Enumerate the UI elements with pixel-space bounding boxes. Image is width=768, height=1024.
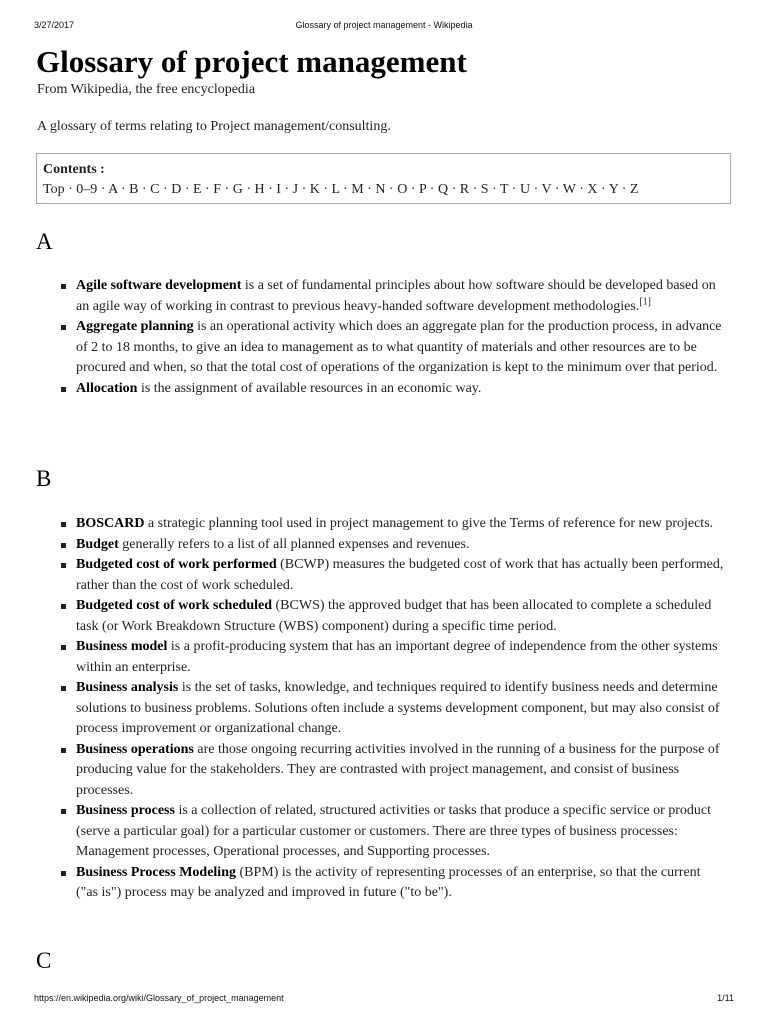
toc-link[interactable]: X [587, 182, 598, 197]
toc-link[interactable]: T [499, 182, 509, 197]
citation-ref[interactable]: [1] [639, 295, 652, 307]
toc-separator: · [426, 182, 438, 197]
print-url: https://en.wikipedia.org/wiki/Glossary_of_project_management [34, 993, 284, 1003]
site-tagline: From Wikipedia, the free encyclopedia [37, 82, 256, 97]
intro-text: A glossary of terms relating to Project management/consulting. [37, 119, 391, 134]
glossary-term[interactable]: Allocation [76, 380, 138, 396]
glossary-entry [76, 863, 724, 904]
glossary-entry [76, 596, 724, 637]
glossary-term[interactable]: BOSCARD [76, 516, 145, 531]
print-footer [34, 993, 734, 1007]
toc-link[interactable]: U [519, 182, 531, 197]
toc-link[interactable]: K [309, 182, 320, 197]
glossary-entry [76, 801, 724, 863]
toc-link[interactable]: V [541, 182, 552, 197]
glossary-definition: (BCWS) the approved budget that has been allocated to complete a scheduled task (or Work Breakdown Structure (WBS) component) during a specific time period. [76, 598, 712, 634]
glossary-definition: a strategic planning tool used in project management to give the Terms of reference for new projects. [144, 516, 714, 531]
glossary-definition: is an operational activity which does an aggregate plan for the production process, in advance of 2 to 18 months, to give an idea to management as to what quantity of materials and other resources are to be procured and when, so that the total cost of operations of the organization is kept to the minimum over that period. [76, 319, 722, 375]
toc-link[interactable]: Q [437, 182, 449, 197]
glossary-term[interactable]: Business Process Modeling [76, 864, 236, 880]
toc-link[interactable]: I [276, 182, 281, 197]
toc-separator: · [488, 182, 500, 197]
toc-separator: · [339, 182, 352, 197]
toc-separator: · [64, 182, 77, 197]
glossary-term[interactable]: Budgeted cost of work scheduled [76, 598, 273, 613]
toc-link[interactable]: J [292, 182, 299, 197]
glossary-term[interactable]: Budgeted cost of work performed [76, 557, 277, 572]
toc-link[interactable]: S [480, 182, 489, 197]
glossary-definition: is a collection of related, structured activities or tasks that produce a specific service or product (serve a particular goal) for a particular customer or customers. There are three types of business processes: Management processes, Operational processes, and Supporting processes. [76, 803, 712, 859]
glossary-term[interactable]: Business process [76, 803, 175, 818]
toc-link[interactable]: H [254, 182, 265, 197]
section-heading-a: A [36, 229, 53, 254]
glossary-entry [76, 317, 724, 379]
toc-separator: · [508, 182, 520, 197]
toc-link[interactable]: C [150, 182, 160, 197]
glossary-entry [76, 740, 724, 802]
glossary-list-a [76, 276, 724, 399]
toc-link[interactable]: D [171, 182, 182, 197]
toc-separator: · [363, 182, 376, 197]
glossary-definition: (BPM) is the activity of representing processes of an enterprise, so that the current ("as is") process may be analyzed and improved in future ("to be"). [76, 864, 701, 900]
toc-link[interactable]: L [331, 182, 340, 197]
toc-separator: · [97, 182, 109, 197]
toc-separator: · [530, 182, 542, 197]
print-header [34, 20, 734, 34]
toc-link[interactable]: 0–9 [76, 182, 98, 197]
glossary-term[interactable]: Agile software development [76, 278, 242, 293]
toc-links [43, 180, 730, 200]
toc-separator: · [298, 182, 310, 197]
toc-link[interactable]: G [232, 182, 243, 197]
toc-link[interactable]: Top [43, 182, 65, 197]
toc-separator: · [319, 182, 332, 197]
toc-link[interactable]: R [459, 182, 470, 197]
glossary-definition: (BCWP) measures the budgeted cost of work that has actually been performed, rather than the cost of work scheduled. [76, 557, 724, 593]
toc-link[interactable]: W [562, 182, 576, 197]
toc-separator: · [597, 182, 609, 197]
toc-separator: · [575, 182, 588, 197]
glossary-entry [76, 379, 724, 400]
toc-link[interactable]: F [213, 182, 222, 197]
section-heading-b: B [36, 466, 52, 491]
toc-separator: · [181, 182, 193, 197]
glossary-entry [76, 535, 724, 556]
toc-separator: · [469, 182, 481, 197]
glossary-definition: generally refers to a list of all planned expenses and revenues. [118, 536, 470, 552]
glossary-term[interactable]: Business analysis [76, 680, 179, 695]
toc-separator: · [201, 182, 214, 197]
toc-separator: · [618, 182, 630, 197]
glossary-term[interactable]: Business model [76, 639, 168, 654]
toc-link[interactable]: Z [629, 182, 639, 197]
glossary-definition: is the assignment of available resources in an economic way. [137, 380, 482, 396]
print-page-number: 1/11 [717, 993, 734, 1003]
glossary-definition: is the set of tasks, knowledge, and techniques required to identify business needs and determine solutions to business problems. Solutions often include a systems development component, but may also consist of process improvement or organizational change. [76, 680, 720, 736]
toc-title: Contents : [43, 162, 105, 177]
toc-link[interactable]: E [192, 182, 202, 197]
glossary-entry [76, 555, 724, 596]
glossary-entry [76, 276, 724, 317]
section-heading-c: C [36, 948, 52, 973]
toc-link[interactable]: N [375, 182, 386, 197]
glossary-definition: are those ongoing recurring activities involved in the running of a business for the purpose of producing value for the stakeholders. They are contrasted with project management, and consist of business processes. [76, 741, 720, 798]
toc-separator: · [159, 182, 172, 197]
toc-separator: · [280, 182, 293, 197]
print-page-title: Glossary of project management - Wikipedia [295, 20, 473, 30]
toc-link[interactable]: M [351, 182, 364, 197]
toc-separator: · [221, 182, 233, 197]
print-date: 3/27/2017 [34, 20, 75, 30]
glossary-entry [76, 514, 724, 535]
toc-separator: · [407, 182, 419, 197]
toc-link[interactable]: Y [608, 182, 619, 197]
glossary-term[interactable]: Aggregate planning [76, 319, 194, 334]
page-title: Glossary of project management [36, 44, 467, 79]
toc-separator: · [138, 182, 151, 197]
toc-separator: · [242, 182, 255, 197]
glossary-term[interactable]: Business operations [76, 741, 194, 757]
toc-separator: · [551, 182, 563, 197]
toc-separator: · [448, 182, 460, 197]
toc-link[interactable]: P [418, 182, 427, 197]
table-of-contents [36, 153, 731, 204]
glossary-definition: is a profit-producing system that has an important degree of independence from the other systems within an enterprise. [76, 639, 718, 675]
glossary-definition: is a set of fundamental principles about how software should be developed based on an agile way of working in contrast to previous heavy-handed software development methodologies. [76, 278, 716, 314]
toc-link[interactable]: A [108, 182, 118, 197]
glossary-list-b [76, 514, 724, 904]
toc-separator: · [117, 182, 130, 197]
glossary-entry [76, 637, 724, 678]
toc-link[interactable]: B [129, 182, 139, 197]
toc-separator: · [264, 182, 277, 197]
toc-link[interactable]: O [397, 182, 408, 197]
glossary-entry [76, 678, 724, 740]
glossary-term[interactable]: Budget [76, 536, 119, 552]
toc-separator: · [385, 182, 398, 197]
